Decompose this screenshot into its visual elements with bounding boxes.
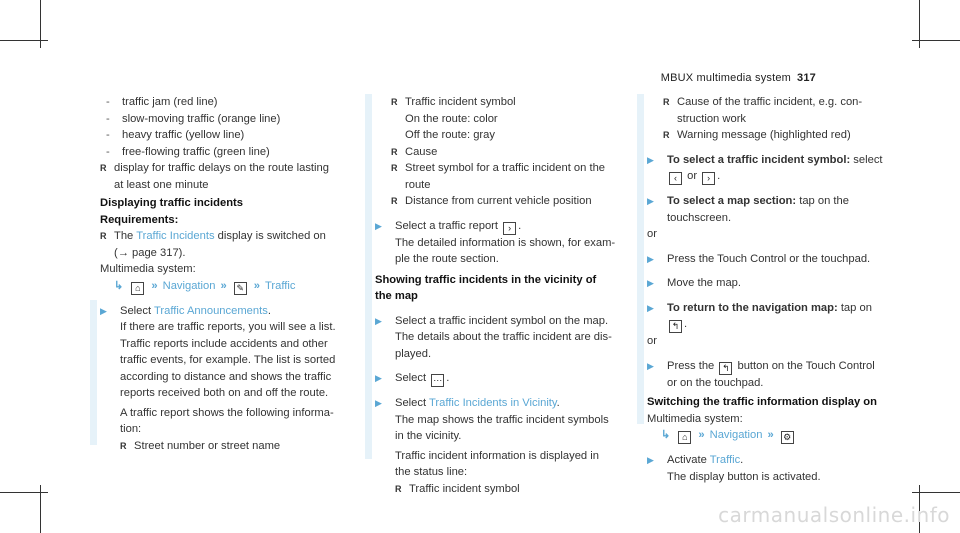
step-arrow-icon: ▶ [100, 305, 107, 316]
section-title: the map [375, 290, 418, 302]
menu-path [647, 427, 892, 444]
page-number: 317 [797, 72, 816, 84]
system-label: Multimedia system: [100, 263, 196, 275]
step-text: touchscreen. [667, 211, 732, 224]
system-label: Multimedia system: [647, 412, 743, 425]
double-chevron-icon: » [220, 279, 227, 292]
bullet-item: R Warning message (highlighted red) [663, 129, 851, 141]
step: ▶ Press the Touch Control or the touchpad. [647, 251, 892, 268]
step-arrow-icon: ▶ [647, 253, 654, 264]
step-text: ple the route section. [395, 253, 499, 265]
column-3 [647, 94, 892, 485]
step-arrow-icon: ▶ [647, 360, 654, 371]
step-arrow-icon: ▶ [375, 373, 382, 383]
step: ▶ Move the map. [647, 275, 892, 292]
step-text: played. [395, 347, 432, 360]
step: ▶ Select a traffic incident symbol on the map. [375, 313, 620, 330]
bullet-item: R Traffic incident symbol [391, 96, 516, 108]
step-text: The detailed information is shown, for exam- [395, 236, 616, 249]
bullet-cont: at least one minute [114, 178, 209, 191]
requirements-label: Requirements: [100, 213, 179, 226]
step-text: A traffic report shows the following informa- [120, 406, 334, 419]
step: ▶ To select a traffic incident symbol: select [647, 152, 892, 169]
section-title: Showing traffic incidents in the vicinity of [375, 273, 597, 286]
bullet-item: R Distance from current vehicle position [391, 195, 592, 207]
bullet-item: R The Traffic Incidents display is switched on [100, 230, 326, 242]
dash-item: - traffic jam (red line) [106, 96, 218, 108]
bullet-item: R display for traffic delays on the route lasting [100, 162, 329, 174]
step: ▶ To return to the navigation map: tap on [647, 300, 892, 317]
back-icon[interactable]: ↰ [669, 320, 682, 333]
chevron-left-icon[interactable]: ‹ [669, 172, 682, 185]
traffic-menu[interactable]: Traffic [264, 279, 296, 292]
step-text: If there are traffic reports, you will see a list. [120, 321, 336, 333]
settings-icon: ⚙ [781, 431, 794, 444]
dash-item: - heavy traffic (yellow line) [106, 129, 245, 141]
traffic-announcements-link[interactable]: Traffic Announcements [154, 304, 268, 317]
bullet-cont: Off the route: gray [405, 129, 495, 141]
bullet-item: R Traffic incident symbol [395, 482, 520, 495]
bullet-item: R Street symbol for a traffic incident on the [391, 162, 606, 174]
bullet-item: R Cause [391, 145, 438, 158]
step-text: the status line: [395, 466, 468, 478]
step: ▶ Activate Traffic. [647, 452, 892, 469]
step: ▶ Select a traffic report › . [375, 219, 522, 233]
step-text: reports received both on and off the route. [120, 387, 329, 399]
step-text: The map shows the traffic incident symbols [395, 413, 609, 426]
home-icon: ⌂ [678, 431, 691, 444]
step-arrow-icon: ▶ [647, 154, 654, 165]
traffic-incidents-link[interactable]: Traffic Incidents [136, 230, 215, 242]
path-arrow-icon: ↳ [114, 279, 124, 292]
step-bar [637, 94, 644, 424]
step-text: ‹ or › . [647, 168, 892, 185]
bullet-cont: route [405, 178, 431, 191]
bullet-item: R Street number or street name [120, 439, 281, 452]
step: ▶ Select Traffic Incidents in Vicinity. [375, 395, 620, 412]
step: ▶ Select ⋯ . [375, 372, 450, 385]
step-arrow-icon: ▶ [375, 398, 382, 408]
navigation-menu[interactable]: Navigation [162, 279, 216, 292]
double-chevron-icon: » [151, 279, 158, 292]
step: ▶ To select a map section: tap on the [647, 193, 892, 210]
step-text: Traffic incident information is displayed in [395, 449, 599, 462]
compass-icon: ✎ [234, 282, 247, 295]
step-bar [90, 300, 97, 445]
crop-mark [0, 40, 48, 41]
step-text: tion: [120, 423, 142, 435]
bullet-cont: struction work [677, 112, 747, 125]
step-arrow-icon: ▶ [647, 196, 654, 206]
crop-mark [0, 492, 48, 493]
step: ▶ Select Traffic Announcements. [100, 303, 345, 320]
page-header [661, 72, 816, 84]
step-arrow-icon: ▶ [647, 455, 654, 465]
double-chevron-icon: » [767, 429, 774, 441]
or-text: or [647, 228, 657, 240]
column-2 [375, 94, 620, 497]
step-arrow-icon: ▶ [647, 302, 654, 313]
traffic-incidents-vicinity-link[interactable]: Traffic Incidents in Vicinity [429, 397, 557, 409]
traffic-link[interactable]: Traffic [709, 454, 741, 466]
step-text: or on the touchpad. [667, 376, 764, 389]
section-title: Switching the traffic information display on [647, 396, 877, 408]
path-arrow-icon: ↳ [661, 429, 671, 441]
page-ref: (→ page 317). [114, 246, 186, 259]
step-arrow-icon: ▶ [375, 315, 382, 326]
step-text: in the vicinity. [395, 430, 462, 442]
step-arrow-icon: ▶ [375, 220, 382, 231]
column-1 [100, 94, 345, 454]
step-text: traffic events, for example. The list is sorted [120, 354, 336, 366]
bullet-item: R Cause of the traffic incident, e.g. con- [663, 96, 863, 108]
step-arrow-icon: ▶ [647, 278, 654, 288]
navigation-menu[interactable]: Navigation [709, 429, 763, 441]
step-text: ↰ . [647, 316, 892, 333]
double-chevron-icon: » [253, 279, 260, 292]
menu-path [100, 278, 345, 295]
step-text: Traffic reports include accidents and other [120, 337, 328, 350]
section-title: Displaying traffic incidents [100, 197, 243, 209]
step-text: according to distance and shows the traffic [120, 370, 332, 383]
header-title: MBUX multimedia system [660, 72, 792, 84]
dash-item: - slow-moving traffic (orange line) [106, 112, 281, 125]
double-chevron-icon: » [698, 429, 705, 441]
step: ▶ Press the ↰ button on the Touch Control [647, 359, 875, 373]
or-text: or [647, 335, 657, 347]
step-text: The details about the traffic incident are dis- [395, 331, 612, 343]
bullet-cont: On the route: color [405, 112, 498, 125]
step-text: The display button is activated. [667, 470, 821, 483]
crop-mark [912, 492, 960, 493]
home-icon: ⌂ [131, 282, 144, 295]
dash-item: - free-flowing traffic (green line) [106, 145, 270, 158]
crop-mark [912, 40, 960, 41]
chevron-right-icon[interactable]: › [702, 172, 715, 185]
chevron-right-icon[interactable]: › [503, 222, 516, 235]
step-bar [365, 94, 372, 459]
watermark: carmanualsonline.info [718, 503, 950, 527]
back-icon[interactable]: ↰ [719, 362, 732, 375]
more-options-icon[interactable]: ⋯ [433, 375, 443, 385]
